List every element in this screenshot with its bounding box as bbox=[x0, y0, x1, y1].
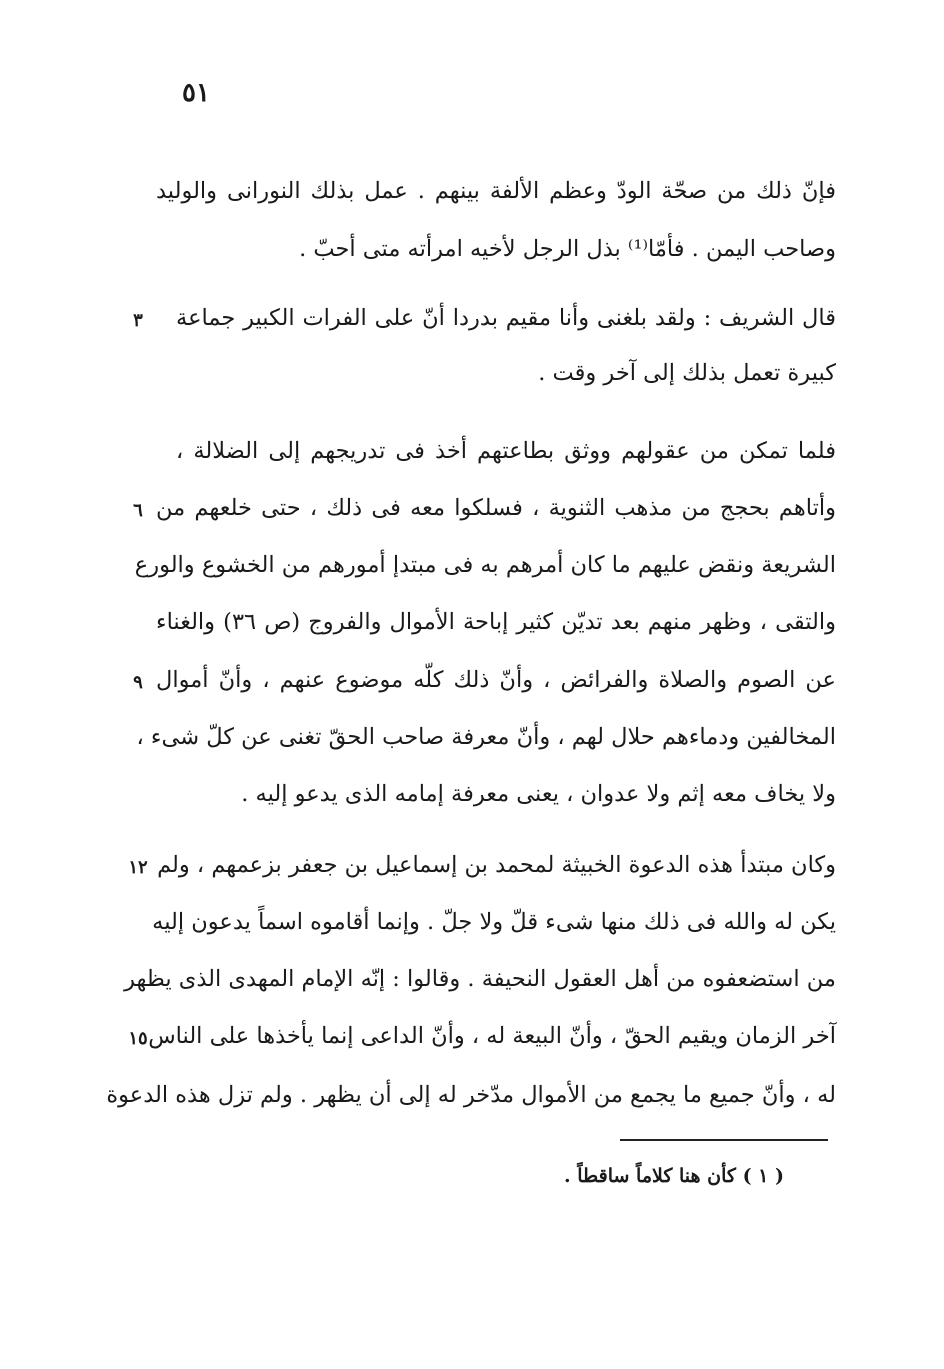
text-line-3: قال الشريف : ولقد بلغنى وأنا مقيم بدردا أنّ على الفرات الكبير جماعة bbox=[176, 305, 836, 331]
text-line-1: فإنّ ذلك من صحّة الودّ وعظم الألفة بينهم . عمل بذلك النورانى والوليد bbox=[156, 178, 836, 204]
text-line-6: وأتاهم بحجج من مذهب الثنوية ، فسلكوا معه فى ذلك ، حتى خلعهم من bbox=[156, 495, 836, 521]
text-line-5: فلما تمكن من عقولهم ووثق بطاعتهم أخذ فى تدريجهم إلى الضلالة ، bbox=[176, 438, 836, 464]
text-line-7: الشريعة ونقض عليهم ما كان أمرهم به فى مبتدإ أمورهم من الخشوع والورع bbox=[134, 552, 836, 578]
line-marker-9: ٩ bbox=[133, 672, 143, 693]
page-number: ٥١ bbox=[182, 78, 210, 108]
text-line-15: آخر الزمان ويقيم الحقّ ، وأنّ البيعة له ، وأنّ الداعى إنما يأخذها على الناس bbox=[148, 1023, 836, 1049]
text-line-13: يكن له والله فى ذلك منها شىء قلّ ولا جلّ . وإنما أقاموه اسماً يدعون إليه bbox=[152, 909, 836, 935]
footnote: ( ١ ) كأن هنا كلاماً ساقطاً . bbox=[564, 1165, 784, 1187]
line-marker-3: ٣ bbox=[133, 310, 143, 331]
text-line-11: ولا يخاف معه إثم ولا عدوان ، يعنى معرفة إمامه الذى يدعو إليه . bbox=[241, 781, 836, 807]
text-line-9: عن الصوم والصلاة والفرائض ، وأنّ ذلك كلّه موضوع عنهم ، وأنّ أموال bbox=[156, 667, 836, 693]
text-line-16: له ، وأنّ جميع ما يجمع من الأموال مدّخر له إلى أن يظهر . ولم تزل هذه الدعوة bbox=[106, 1082, 836, 1108]
text-line-12: وكان مبتدأ هذه الدعوة الخبيثة لمحمد بن إسماعيل بن جعفر بزعمهم ، ولم bbox=[157, 852, 836, 878]
text-line-8: والتقى ، وظهر منهم بعد تديّن كثير إباحة الأموال والفروج (ص ٣٦) والغناء bbox=[156, 609, 837, 635]
footnote-divider bbox=[620, 1139, 828, 1141]
line-marker-15: ١٥ bbox=[128, 1028, 148, 1049]
text-line-14: من استضعفوه من أهل العقول النحيفة . وقالوا : إنّه الإمام المهدى الذى يظهر bbox=[124, 966, 836, 992]
text-line-2: وصاحب اليمن . فأمّا⁽¹⁾ بذل الرجل لأخيه امرأته متى أحبّ . bbox=[299, 236, 836, 262]
text-line-10: المخالفين ودماءهم حلال لهم ، وأنّ معرفة صاحب الحقّ تغنى عن كلّ شىء ، bbox=[136, 724, 836, 750]
text-line-4: كبيرة تعمل بذلك إلى آخر وقت . bbox=[538, 360, 836, 386]
line-marker-12: ١٢ bbox=[128, 857, 148, 878]
line-marker-6: ٦ bbox=[133, 500, 143, 521]
